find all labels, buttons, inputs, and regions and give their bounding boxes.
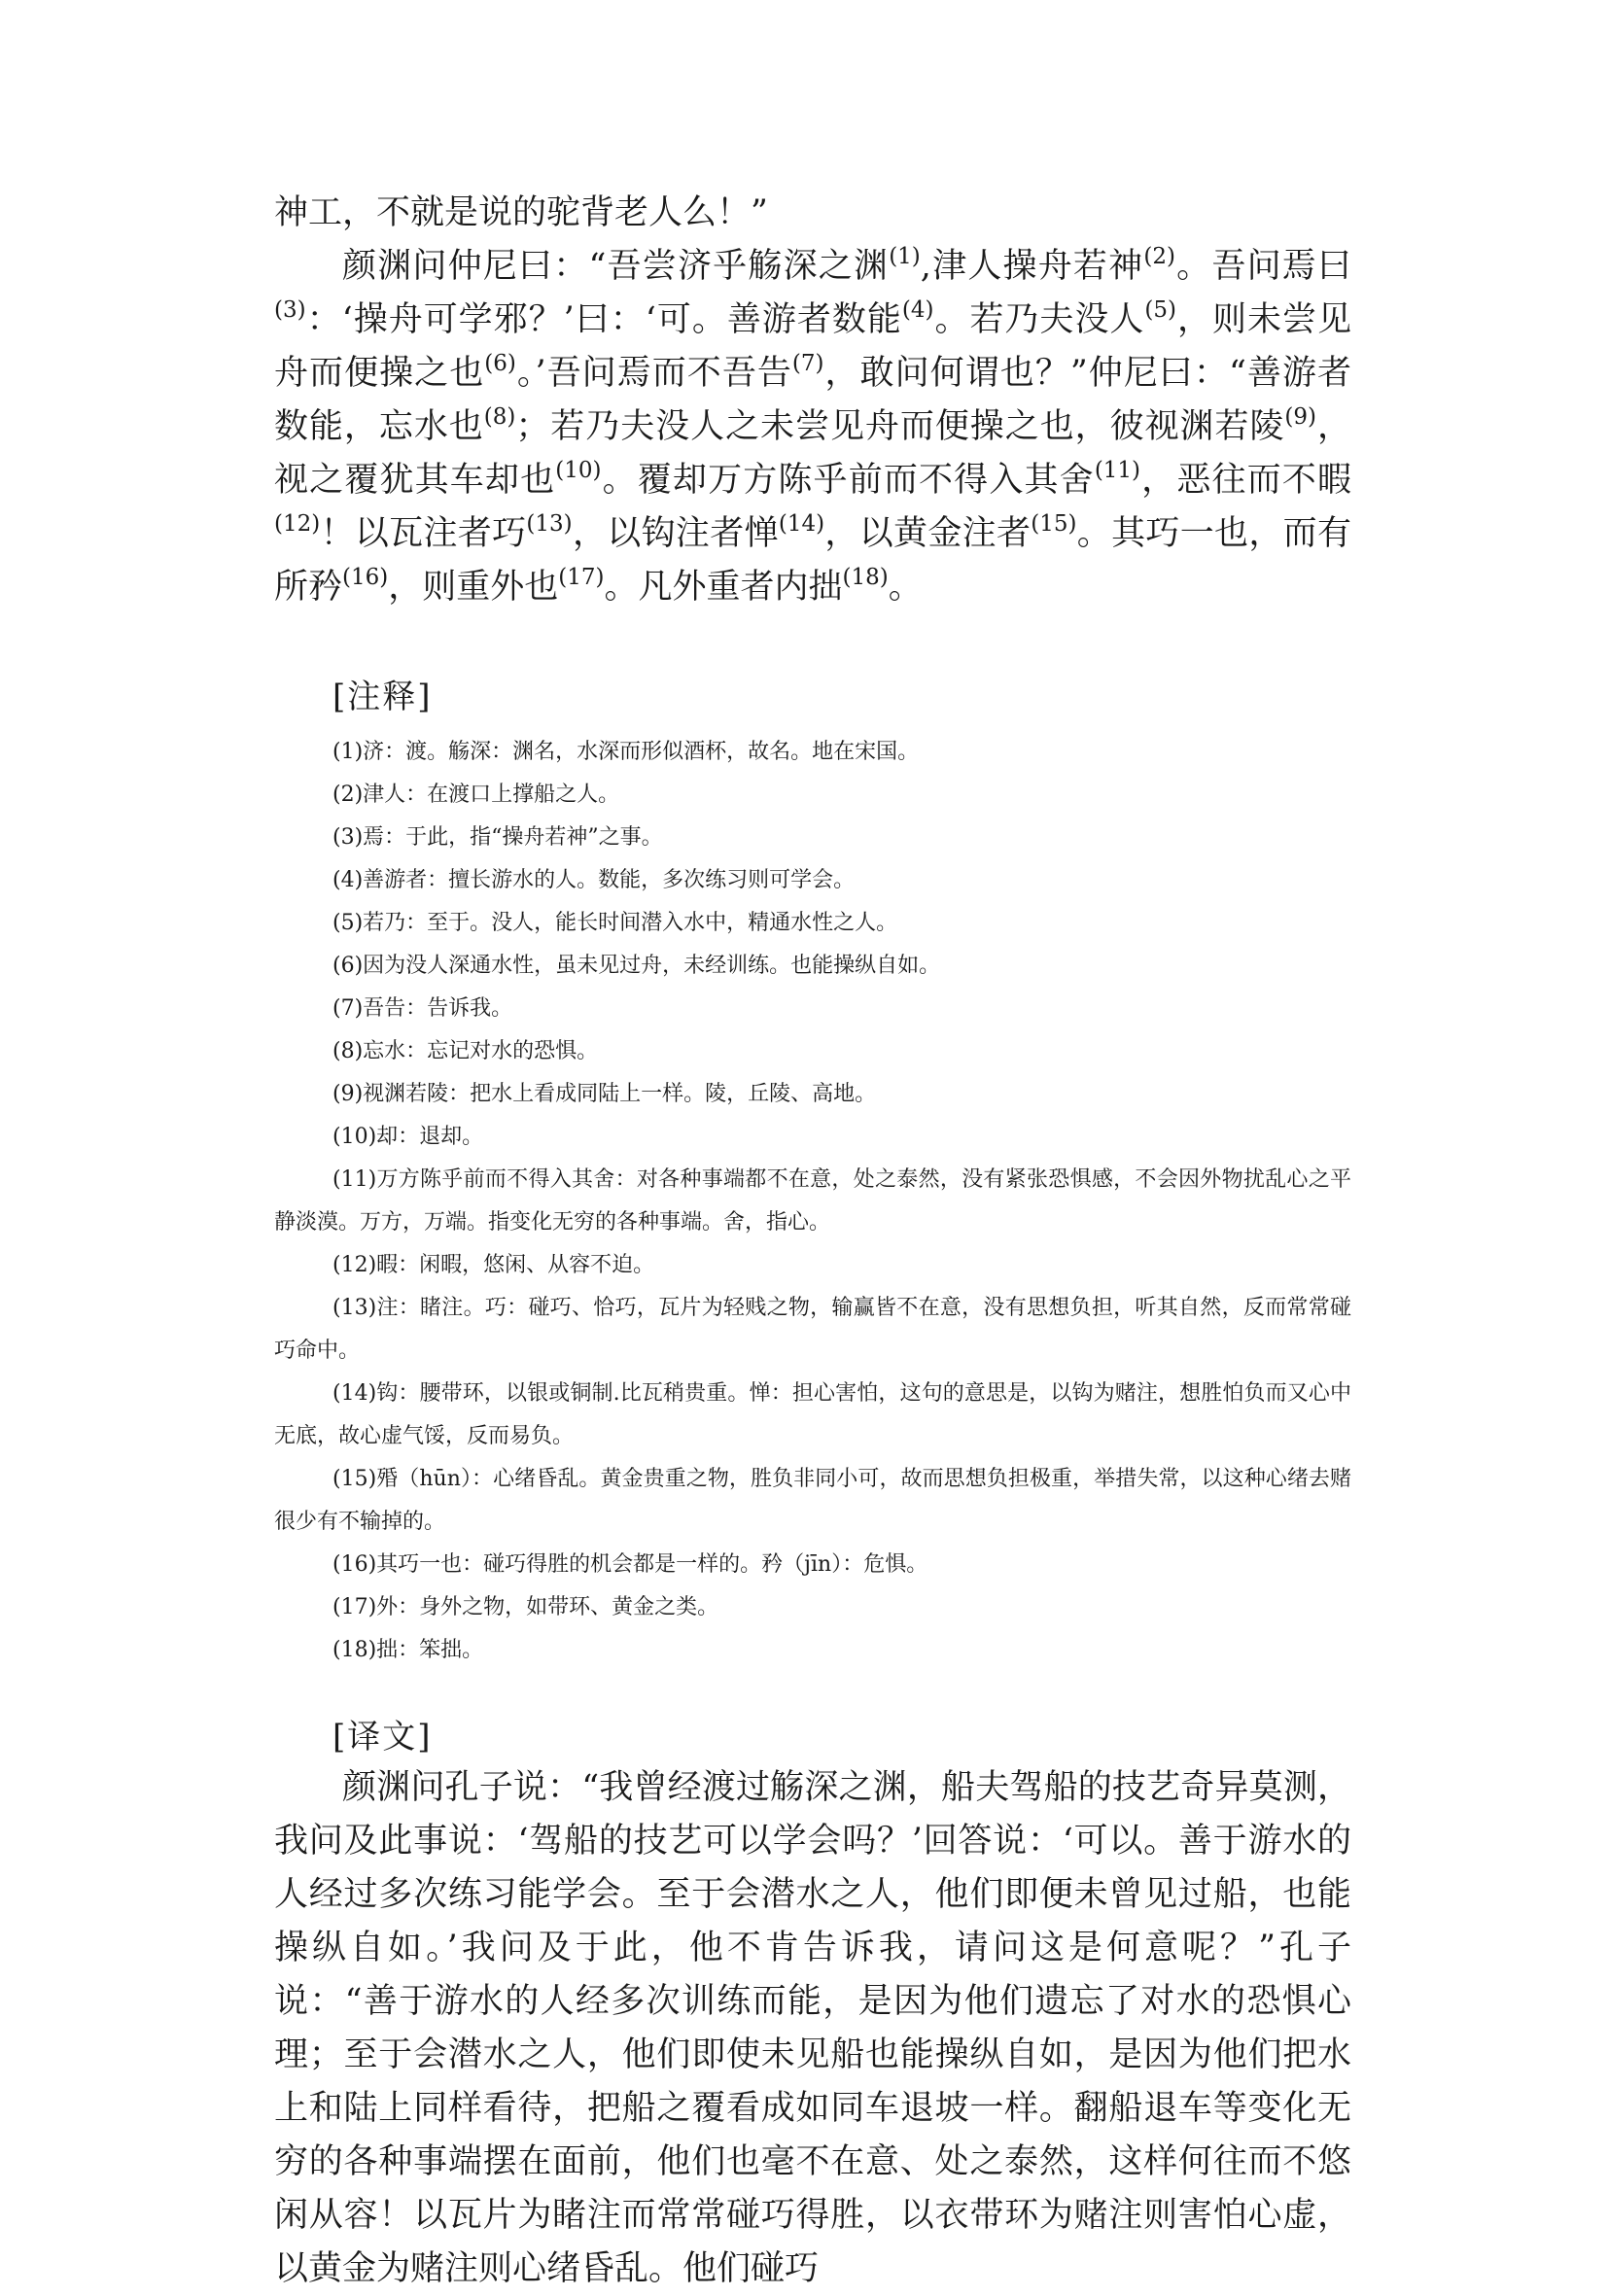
footnote-marker: (2): [1143, 244, 1175, 269]
passage-segment: 。覆却万方陈乎前而不得入其舍: [601, 461, 1095, 500]
passage-segment: ：‘操舟可学邪？’曰：‘可。善游者数能: [305, 300, 902, 339]
notes-heading: [注释]: [332, 678, 433, 716]
note-item: (1)济：渡。觞深：渊名，水深而形似酒杯，故名。地在宋国。: [332, 740, 920, 764]
passage-segment: ；若乃夫没人之未尝见舟而便操之也，彼视渊若陵: [515, 407, 1285, 446]
footnote-marker: (12): [274, 511, 321, 537]
document-page: [274, 187, 1351, 2296]
note-item: (15)殙（hūn）：心绪昏乱。黄金贵重之物，胜负非同小可，故而思想负担极重，举措失常，以这种心绪去赌很少有不输掉的。: [274, 1467, 1351, 1534]
passage-segment: 。吾问焉曰: [1174, 247, 1351, 286]
passage-segment: 。凡外重者内拙: [604, 568, 843, 607]
note-item: (6)因为没人深通水性，虽未见过舟，未经训练。也能操纵自如。: [332, 954, 941, 978]
passage-segment: ，则未尝见舟而便操之也: [274, 300, 1351, 393]
footnote-marker: (9): [1284, 404, 1317, 430]
passage-segment: 。其巧一也，而有所矜: [274, 514, 1351, 607]
footnote-marker: (1): [889, 244, 921, 269]
note-item: (5)若乃：至于。没人，能长时间潜入水中，精通水性之人。: [332, 911, 898, 935]
passage-segment: 。’吾问焉而不吾告: [515, 354, 792, 393]
note-item: (3)焉：于此，指“操舟若神”之事。: [332, 825, 663, 850]
passage-paragraph-2: [274, 240, 1351, 614]
note-item: (14)钩：腰带环，以银或铜制.比瓦稍贵重。惮：担心害怕，这句的意思是，以钩为赌注，想胜怕负而又心中无底，故心虚气馁，反而易负。: [274, 1381, 1351, 1448]
footnote-marker: (4): [901, 297, 934, 323]
passage-segment: 。若乃夫没人: [933, 300, 1145, 339]
passage-segment: 颜渊问仲尼曰：“吾尝济乎觞深之渊: [342, 247, 890, 286]
passage-segment: ，以钩注者惮: [572, 514, 779, 553]
passage-segment: ！以瓦注者巧: [320, 514, 527, 553]
note-item: (12)暇：闲暇，悠闲、从容不迫。: [332, 1253, 655, 1277]
note-item: (13)注：睹注。巧：碰巧、恰巧，瓦片为轻贱之物，输赢皆不在意，没有思想负担，听其自然，反而常常碰巧命中。: [274, 1296, 1351, 1363]
note-item: (18)拙：笨拙。: [332, 1638, 484, 1662]
note-item: (8)忘水：忘记对水的恐惧。: [332, 1039, 599, 1063]
footnote-marker: (13): [526, 511, 573, 537]
note-item: (10)却：退却。: [332, 1125, 484, 1149]
footnote-marker: (15): [1031, 511, 1077, 537]
footnote-marker: (3): [274, 297, 306, 323]
passage-paragraph-1: 神工，不就是说的驼背老人么！”: [274, 193, 768, 232]
passage-segment: ，则重外也: [388, 568, 559, 607]
note-item: (16)其巧一也：碰巧得胜的机会都是一样的。矜（jīn）：危惧。: [332, 1552, 928, 1577]
passage-segment: ，恶往而不暇: [1140, 461, 1351, 500]
passage-segment: ,津人操舟若神: [920, 247, 1144, 286]
footnote-marker: (8): [483, 404, 516, 430]
passage-segment: ，以黄金注者: [824, 514, 1032, 553]
footnote-marker: (7): [791, 351, 824, 376]
footnote-marker: (6): [484, 351, 516, 376]
note-item: (17)外：身外之物，如带环、黄金之类。: [332, 1595, 719, 1619]
footnote-marker: (14): [778, 511, 825, 537]
note-item: (2)津人：在渡口上撑船之人。: [332, 783, 620, 807]
footnote-marker: (10): [555, 458, 602, 483]
notes-list: [274, 731, 1351, 1672]
footnote-marker: (16): [342, 565, 389, 590]
footnote-marker: (11): [1094, 458, 1141, 483]
footnote-marker: (18): [842, 565, 889, 590]
passage-segment: 。: [888, 568, 923, 607]
note-item: (7)吾告：告诉我。: [332, 996, 513, 1021]
translation-heading: [译文]: [332, 1718, 433, 1757]
note-item: (9)视渊若陵：把水上看成同陆上一样。陵，丘陵、高地。: [332, 1082, 877, 1106]
passage-segment: ，敢问何谓也？”仲尼曰：“善游者数能，忘水也: [274, 354, 1351, 446]
footnote-marker: (17): [558, 565, 605, 590]
footnote-marker: (5): [1144, 297, 1177, 323]
note-item: (11)万方陈乎前而不得入其舍：对各种事端都不在意，处之泰然，没有紧张恐惧感，不会因外物扰乱心之平静淡漠。万方，万端。指变化无穷的各种事端。舍，指心。: [274, 1167, 1351, 1235]
passage-segment: ，视之覆犹其车却也: [274, 407, 1351, 500]
translation-paragraph: 颜渊问孔子说：“我曾经渡过觞深之渊，船夫驾船的技艺奇异莫测，我问及此事说：‘驾船的技艺可以学会吗？’回答说：‘可以。善于游水的人经过多次练习能学会。至于会潜水之人，他们即便未曾见过船，也能操纵自如。’我问及于此，他不肯告诉我，请问这是何意呢？”孔子说：“善于游水的人经多次训练而能，是因为他们遗忘了对水的恐惧心理；至于会潜水之人，他们即使未见船也能操纵自如，是因为他们把水上和陆上同样看待，把船之覆看成如同车退坡一样。翻船退车等变化无穷的各种事端摆在面前，他们也毫不在意、处之泰然，这样何往而不悠闲从容！以瓦片为睹注而常常碰巧得胜，以衣带环为赌注则害怕心虚，以黄金为赌注则心绪昏乱。他们碰巧: [274, 1768, 1351, 2288]
note-item: (4)善游者：擅长游水的人。数能，多次练习则可学会。: [332, 868, 856, 892]
